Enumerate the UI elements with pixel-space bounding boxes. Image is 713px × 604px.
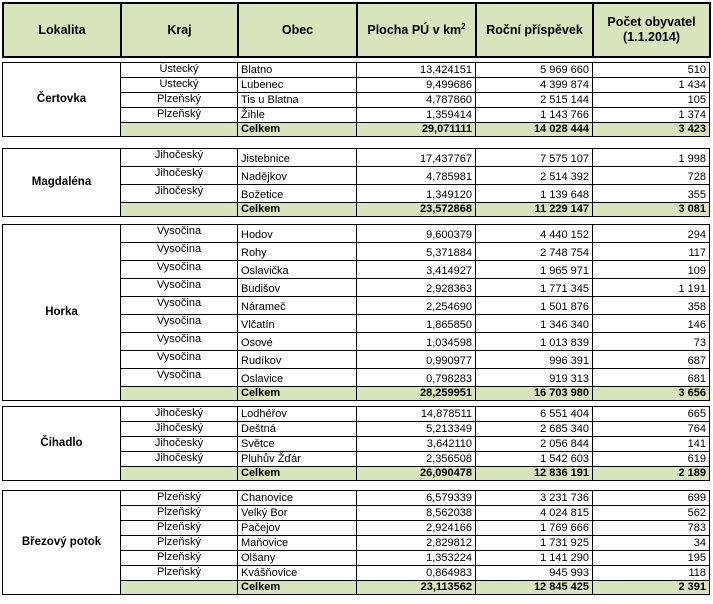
area-cell: 9,600379 <box>357 225 476 243</box>
municipality-cell: Oslavice <box>238 369 357 387</box>
contribution-cell: 2 056 844 <box>476 437 593 452</box>
locality-name: Magdaléna <box>3 149 121 217</box>
area-cell: 2,254690 <box>357 297 476 315</box>
contribution-cell: 1 769 666 <box>476 521 593 536</box>
population-cell: 510 <box>593 63 710 78</box>
region-cell: Ústecký <box>121 78 238 93</box>
total-population: 2 391 <box>593 581 710 595</box>
table-row <box>3 149 710 167</box>
population-cell: 1 998 <box>593 149 710 167</box>
area-cell: 14,878511 <box>357 407 476 422</box>
municipality-cell: Oslavička <box>238 261 357 279</box>
area-cell: 1,034598 <box>357 333 476 351</box>
total-population: 3 423 <box>593 123 710 137</box>
area-cell: 1,353224 <box>357 551 476 566</box>
municipality-cell: Blatno <box>238 63 357 78</box>
population-cell: 681 <box>593 369 710 387</box>
region-cell: Plzeňský <box>121 566 238 581</box>
region-cell: Jihočeský <box>121 185 238 203</box>
total-label: Celkem <box>238 387 357 401</box>
population-cell: 141 <box>593 437 710 452</box>
population-cell: 358 <box>593 297 710 315</box>
region-cell: Jihočeský <box>121 437 238 452</box>
contribution-cell: 2 514 392 <box>476 167 593 185</box>
total-area: 28,259951 <box>357 387 476 401</box>
area-cell: 0,798283 <box>357 369 476 387</box>
col-header-prispevek: Roční příspěvek <box>476 3 593 57</box>
contribution-cell: 4 440 152 <box>476 225 593 243</box>
total-empty-cell <box>121 123 238 137</box>
area-cell: 0,990977 <box>357 351 476 369</box>
total-label: Celkem <box>238 467 357 481</box>
contribution-cell: 1 139 648 <box>476 185 593 203</box>
contribution-cell: 1 542 603 <box>476 452 593 467</box>
municipality-cell: Tis u Blatna <box>238 93 357 108</box>
municipality-cell: Lubenec <box>238 78 357 93</box>
population-cell: 195 <box>593 551 710 566</box>
municipality-cell: Světce <box>238 437 357 452</box>
table-row <box>3 491 710 506</box>
locality-table <box>2 148 710 217</box>
plocha-label: Plocha PÚ v km <box>367 22 462 37</box>
municipality-cell: Velký Bor <box>238 506 357 521</box>
population-cell: 728 <box>593 167 710 185</box>
col-header-plocha <box>357 3 476 57</box>
population-cell: 294 <box>593 225 710 243</box>
region-cell: Vysočina <box>121 279 238 297</box>
total-label: Celkem <box>238 203 357 217</box>
area-cell: 0,864983 <box>357 566 476 581</box>
total-contribution: 16 703 980 <box>476 387 593 401</box>
contribution-cell: 4 024 815 <box>476 506 593 521</box>
region-cell: Vysočina <box>121 351 238 369</box>
area-cell: 6,579339 <box>357 491 476 506</box>
total-contribution: 14 028 444 <box>476 123 593 137</box>
municipality-cell: Kvášňovice <box>238 566 357 581</box>
region-cell: Plzeňský <box>121 108 238 123</box>
region-cell: Jihočeský <box>121 422 238 437</box>
total-label: Celkem <box>238 581 357 595</box>
region-cell: Jihočeský <box>121 167 238 185</box>
total-area: 23,113562 <box>357 581 476 595</box>
region-cell: Plzeňský <box>121 506 238 521</box>
population-cell: 665 <box>593 407 710 422</box>
municipality-cell: Lodhéřov <box>238 407 357 422</box>
area-cell: 3,414927 <box>357 261 476 279</box>
total-empty-cell <box>121 467 238 481</box>
population-cell: 1 434 <box>593 78 710 93</box>
locality-table <box>2 490 710 595</box>
municipality-cell: Hodov <box>238 225 357 243</box>
col-header-kraj: Kraj <box>121 3 238 57</box>
contribution-cell: 996 391 <box>476 351 593 369</box>
region-cell: Jihočeský <box>121 407 238 422</box>
area-cell: 5,371884 <box>357 243 476 261</box>
contribution-cell: 1 141 290 <box>476 551 593 566</box>
contribution-cell: 7 575 107 <box>476 149 593 167</box>
area-cell: 5,213349 <box>357 422 476 437</box>
region-cell: Plzeňský <box>121 491 238 506</box>
area-cell: 4,785981 <box>357 167 476 185</box>
total-empty-cell <box>121 581 238 595</box>
population-cell: 117 <box>593 243 710 261</box>
area-cell: 1,865850 <box>357 315 476 333</box>
population-cell: 562 <box>593 506 710 521</box>
contribution-cell: 1 013 839 <box>476 333 593 351</box>
municipality-cell: Maňovice <box>238 536 357 551</box>
locality-table <box>2 62 710 137</box>
locality-name: Horka <box>3 225 121 401</box>
municipality-cell: Nadějkov <box>238 167 357 185</box>
contribution-cell: 1 501 876 <box>476 297 593 315</box>
area-cell: 2,356508 <box>357 452 476 467</box>
region-cell: Vysočina <box>121 225 238 243</box>
area-cell: 4,787860 <box>357 93 476 108</box>
total-contribution: 12 845 425 <box>476 581 593 595</box>
municipality-cell: Žihle <box>238 108 357 123</box>
contribution-cell: 1 731 925 <box>476 536 593 551</box>
municipality-cell: Rohy <box>238 243 357 261</box>
contribution-cell: 4 399 874 <box>476 78 593 93</box>
area-cell: 1,359414 <box>357 108 476 123</box>
municipality-cell: Budišov <box>238 279 357 297</box>
municipality-cell: Pluhův Žďár <box>238 452 357 467</box>
contribution-cell: 3 231 736 <box>476 491 593 506</box>
area-cell: 2,928363 <box>357 279 476 297</box>
total-population: 3 656 <box>593 387 710 401</box>
municipality-cell: Božetice <box>238 185 357 203</box>
area-cell: 9,499686 <box>357 78 476 93</box>
area-cell: 2,924166 <box>357 521 476 536</box>
region-cell: Vysočina <box>121 369 238 387</box>
region-cell: Vysočina <box>121 243 238 261</box>
col-header-obec: Obec <box>238 3 357 57</box>
region-cell: Plzeňský <box>121 521 238 536</box>
locality-name: Březový potok <box>3 491 121 595</box>
region-cell: Vysočina <box>121 315 238 333</box>
table-row <box>3 407 710 422</box>
population-cell: 118 <box>593 566 710 581</box>
total-label: Celkem <box>238 123 357 137</box>
region-cell: Jihočeský <box>121 452 238 467</box>
population-cell: 1 374 <box>593 108 710 123</box>
contribution-cell: 2 748 754 <box>476 243 593 261</box>
population-cell: 1 191 <box>593 279 710 297</box>
population-cell: 73 <box>593 333 710 351</box>
table-row <box>3 63 710 78</box>
total-population: 2 189 <box>593 467 710 481</box>
total-contribution: 11 229 147 <box>476 203 593 217</box>
area-cell: 1,349120 <box>357 185 476 203</box>
region-cell: Vysočina <box>121 297 238 315</box>
region-cell: Vysočina <box>121 261 238 279</box>
table-row <box>3 225 710 243</box>
municipality-cell: Jistebnice <box>238 149 357 167</box>
contribution-cell: 945 993 <box>476 566 593 581</box>
municipality-cell: Olšany <box>238 551 357 566</box>
locality-table <box>2 406 710 481</box>
contribution-cell: 919 313 <box>476 369 593 387</box>
population-cell: 105 <box>593 93 710 108</box>
total-population: 3 081 <box>593 203 710 217</box>
contribution-cell: 1 965 971 <box>476 261 593 279</box>
total-contribution: 12 836 191 <box>476 467 593 481</box>
contribution-cell: 6 551 404 <box>476 407 593 422</box>
region-cell: Plzeňský <box>121 551 238 566</box>
region-cell: Ústecký <box>121 63 238 78</box>
total-area: 29,071111 <box>357 123 476 137</box>
population-cell: 699 <box>593 491 710 506</box>
population-cell: 34 <box>593 536 710 551</box>
header-table <box>2 2 711 58</box>
population-cell: 783 <box>593 521 710 536</box>
municipality-cell: Pačejov <box>238 521 357 536</box>
col-header-obyvatel <box>593 3 710 57</box>
obyvatel-label: Počet obyvatel <box>607 15 696 29</box>
region-cell: Plzeňský <box>121 93 238 108</box>
total-empty-cell <box>121 203 238 217</box>
municipality-cell: Náramеč <box>238 297 357 315</box>
region-cell: Jihočeský <box>121 149 238 167</box>
area-cell: 3,642110 <box>357 437 476 452</box>
contribution-cell: 1 346 340 <box>476 315 593 333</box>
municipality-cell: Chanovice <box>238 491 357 506</box>
municipality-cell: Vlčatín <box>238 315 357 333</box>
contribution-cell: 5 969 660 <box>476 63 593 78</box>
population-cell: 109 <box>593 261 710 279</box>
population-cell: 619 <box>593 452 710 467</box>
locality-name: Čertovka <box>3 63 121 137</box>
total-area: 23,572868 <box>357 203 476 217</box>
area-cell: 2,829812 <box>357 536 476 551</box>
plocha-unit-exponent: 2 <box>461 21 466 31</box>
area-cell: 13,424151 <box>357 63 476 78</box>
total-empty-cell <box>121 387 238 401</box>
locality-name: Čihadlo <box>3 407 121 481</box>
municipality-cell: Deštná <box>238 422 357 437</box>
area-cell: 17,437767 <box>357 149 476 167</box>
total-area: 26,090478 <box>357 467 476 481</box>
region-cell: Plzeňský <box>121 536 238 551</box>
population-cell: 764 <box>593 422 710 437</box>
population-cell: 355 <box>593 185 710 203</box>
contribution-cell: 2 515 144 <box>476 93 593 108</box>
col-header-lokalita: Lokalita <box>3 3 121 57</box>
population-cell: 687 <box>593 351 710 369</box>
population-cell: 146 <box>593 315 710 333</box>
municipality-cell: Rudíkov <box>238 351 357 369</box>
municipality-cell: Osové <box>238 333 357 351</box>
obyvatel-date: (1.1.2014) <box>623 30 680 44</box>
contribution-cell: 1 143 766 <box>476 108 593 123</box>
region-cell: Vysočina <box>121 333 238 351</box>
contribution-cell: 2 685 340 <box>476 422 593 437</box>
area-cell: 8,562038 <box>357 506 476 521</box>
locality-table <box>2 224 710 401</box>
contribution-cell: 1 771 345 <box>476 279 593 297</box>
